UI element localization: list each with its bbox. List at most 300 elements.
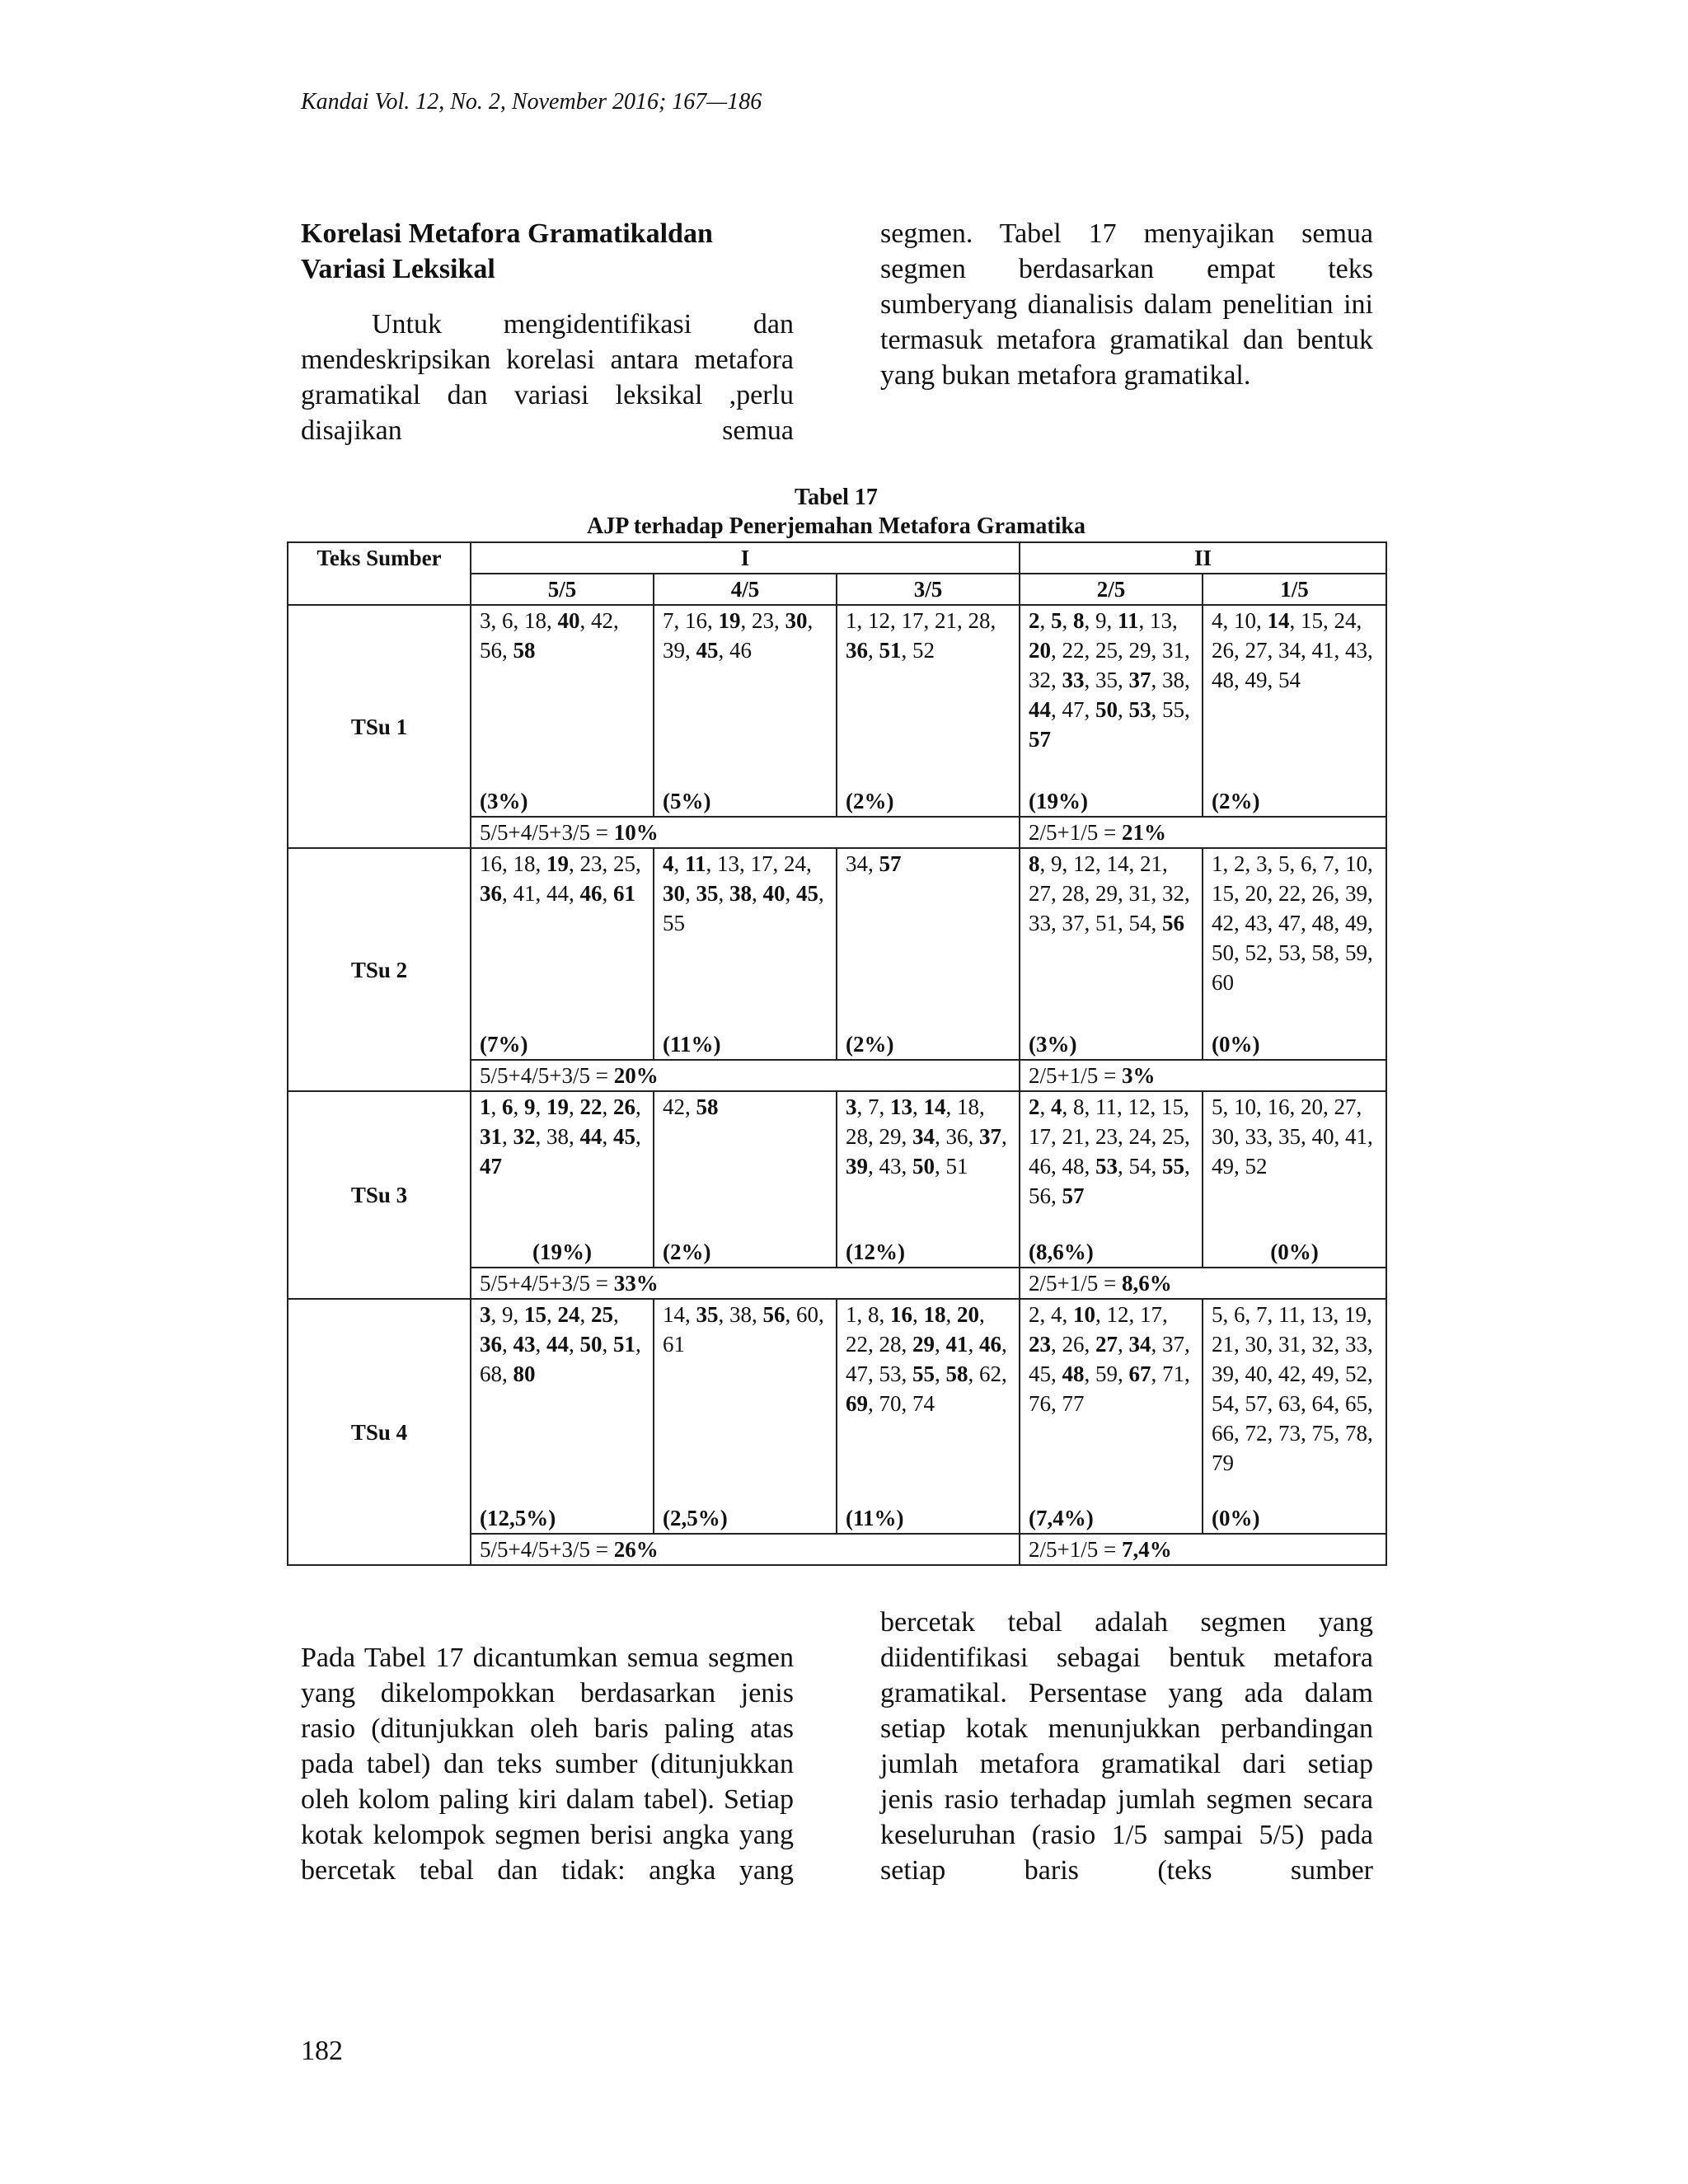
segment-number: 7 — [663, 608, 674, 633]
segment-number: 29 — [1128, 638, 1151, 663]
sum-group-I — [471, 1534, 1020, 1565]
segment-cell — [471, 605, 654, 817]
segment-number: 11 — [685, 851, 706, 876]
segment-number: 80 — [513, 1361, 536, 1386]
segment-number: 9 — [1051, 851, 1062, 876]
segment-number: 75 — [1311, 1421, 1334, 1446]
segment-number: 6 — [1234, 1302, 1245, 1327]
segment-number: 54 — [1212, 1391, 1234, 1416]
segment-numbers: 3, 9, 15, 24, 25, 36, 43, 44, 50, 51, 68, 80 — [480, 1302, 641, 1386]
segment-percent: (2,5%) — [663, 1506, 728, 1530]
segment-number: 23 — [1095, 1124, 1118, 1149]
table-row — [288, 848, 1386, 1060]
segment-number: 28 — [846, 1124, 868, 1149]
segment-number: 14 — [1106, 851, 1129, 876]
segment-number: 36 — [846, 638, 868, 663]
segment-number: 29 — [879, 1124, 902, 1149]
segment-number: 47 — [1062, 697, 1085, 722]
sum-group-I — [471, 1060, 1020, 1091]
segment-number: 52 — [912, 638, 935, 663]
segment-number: 65 — [1345, 1391, 1367, 1416]
segment-number: 50 — [1212, 940, 1234, 965]
segment-number: 13 — [890, 1094, 912, 1119]
sum-value: 26% — [613, 1537, 659, 1562]
segment-number: 4 — [1051, 1302, 1062, 1327]
segment-number: 55 — [912, 1361, 935, 1386]
sum-label: 2/5+1/5 = — [1029, 1537, 1122, 1562]
sum-group-II — [1020, 1060, 1386, 1091]
segment-cell — [1020, 1091, 1203, 1268]
segment-number: 30 — [785, 608, 808, 633]
segment-percent: (3%) — [1029, 1032, 1077, 1057]
table-caption-subtitle: AJP terhadap Penerjemahan Metafora Gramatika — [587, 513, 1085, 539]
segment-number: 61 — [663, 1332, 685, 1357]
segment-number: 43 — [879, 1154, 902, 1179]
segment-number: 7 — [1323, 851, 1334, 876]
segment-number: 18 — [923, 1302, 946, 1327]
segment-number: 52 — [1245, 940, 1268, 965]
segment-numbers: 1, 8, 16, 18, 20, 22, 28, 29, 41, 46, 47, 53, 55, 58, 62, 69, 70, 74 — [846, 1302, 1007, 1416]
segment-number: 38 — [1162, 668, 1184, 692]
segment-number: 37 — [979, 1124, 1001, 1149]
sum-value: 21% — [1121, 820, 1166, 845]
intro-paragraph-right: segmen. Tabel 17 menyajikan semua segmen berdasarkan empat teks sumberyang dianalisis dalam penelitian ini termasuk metafora gramatikal dan bentuk yang bukan metafora gramatikal. — [880, 218, 1373, 391]
segment-number: 24 — [1334, 608, 1357, 633]
segment-number: 16 — [480, 851, 502, 876]
segment-percent: (12%) — [846, 1240, 905, 1264]
segment-number: 49 — [1311, 1361, 1334, 1386]
segment-number: 12 — [868, 608, 890, 633]
segment-number: 25 — [613, 851, 635, 876]
segment-number: 15 — [1301, 608, 1323, 633]
segment-number: 21 — [1212, 1332, 1234, 1357]
segment-number: 57 — [879, 851, 902, 876]
segment-number: 50 — [912, 1154, 935, 1179]
segment-number: 79 — [1212, 1451, 1234, 1475]
segment-number: 15 — [524, 1302, 546, 1327]
segment-numbers: 2, 4, 8, 11, 12, 15, 17, 21, 23, 24, 25, 46, 48, 53, 54, 55, 56, 57 — [1029, 1094, 1190, 1208]
segment-number: 8 — [868, 1302, 879, 1327]
segment-number: 22 — [579, 1094, 603, 1119]
segment-number: 52 — [1345, 1361, 1367, 1386]
segment-number: 7 — [868, 1094, 879, 1119]
explanation-paragraph-left: Pada Tabel 17 dicantumkan semua segmen yang dikelompokkan berdasarkan jenis rasio (ditunjukkan oleh baris paling atas pada tabel) dan teks sumber (ditunjukkan oleh kolom paling kiri dalam tabel). Setiap kotak kelompok segmen berisi angka yang bercetak tebal dan tidak: angka yang — [301, 1643, 794, 1886]
segment-percent: (2%) — [846, 1032, 894, 1057]
segment-number: 3 — [480, 1302, 491, 1327]
segment-number: 12 — [1106, 1302, 1129, 1327]
segment-number: 66 — [1212, 1421, 1234, 1446]
segment-numbers: 34, 57 — [846, 851, 902, 876]
segment-number: 4 — [663, 851, 674, 876]
segment-number: 30 — [1212, 1124, 1234, 1149]
segment-number: 33 — [1062, 668, 1085, 692]
segment-number: 28 — [1062, 881, 1085, 906]
segment-numbers: 1, 6, 9, 19, 22, 26, 31, 32, 38, 44, 45, 47 — [480, 1094, 641, 1179]
segment-number: 43 — [513, 1332, 536, 1357]
segment-number: 25 — [1162, 1124, 1184, 1149]
sum-group-I — [471, 1268, 1020, 1299]
segment-number: 24 — [784, 851, 807, 876]
segment-number: 33 — [1029, 911, 1051, 935]
segment-number: 45 — [613, 1124, 635, 1149]
segment-number: 48 — [1212, 668, 1234, 692]
segment-number: 6 — [502, 1094, 513, 1119]
segment-number: 30 — [1245, 1332, 1268, 1357]
segment-number: 8 — [1029, 851, 1040, 876]
segment-number: 71 — [1162, 1361, 1184, 1386]
segment-number: 18 — [513, 851, 536, 876]
segment-cell — [654, 848, 837, 1060]
segment-number: 21 — [1062, 1124, 1085, 1149]
segment-number: 51 — [1095, 911, 1118, 935]
segment-number: 16 — [685, 608, 707, 633]
segment-number: 29 — [1095, 881, 1118, 906]
table-row — [288, 1299, 1386, 1534]
sum-value: 20% — [613, 1063, 659, 1088]
segment-number: 17 — [901, 608, 924, 633]
segment-numbers: 5, 10, 16, 20, 27, 30, 33, 35, 40, 41, 49, 52 — [1212, 1094, 1373, 1179]
segment-number: 38 — [546, 1124, 569, 1149]
segment-number: 46 — [979, 1332, 1001, 1357]
segment-number: 49 — [1345, 911, 1367, 935]
segment-number: 31 — [1162, 638, 1184, 663]
segment-cell — [1203, 1299, 1386, 1534]
segment-number: 3 — [846, 1094, 857, 1119]
sum-group-II — [1020, 817, 1386, 848]
segment-number: 30 — [663, 881, 685, 906]
segment-number: 1 — [846, 608, 857, 633]
segment-number: 17 — [1029, 1124, 1051, 1149]
segment-number: 56 — [480, 638, 502, 663]
segment-number: 24 — [557, 1302, 580, 1327]
segment-number: 45 — [1029, 1361, 1051, 1386]
segment-number: 34 — [1278, 638, 1301, 663]
table-row — [288, 1091, 1386, 1268]
header-ratio: 5/5 — [471, 574, 654, 605]
segment-number: 37 — [1062, 911, 1085, 935]
segment-number: 18 — [524, 608, 546, 633]
segment-percent: (19%) — [532, 1240, 592, 1264]
segment-number: 5 — [1212, 1094, 1223, 1119]
segment-numbers: 3, 6, 18, 40, 42, 56, 58 — [480, 608, 619, 663]
segment-number: 32 — [1311, 1332, 1334, 1357]
segment-number: 35 — [1095, 668, 1118, 692]
table-body — [288, 605, 1386, 1565]
segment-number: 51 — [945, 1154, 968, 1179]
segment-number: 10 — [1073, 1302, 1095, 1327]
segment-number: 32 — [1162, 881, 1184, 906]
segment-number: 53 — [1095, 1154, 1118, 1179]
segment-cell — [837, 605, 1020, 817]
segment-number: 35 — [696, 881, 719, 906]
header-ratio: 3/5 — [837, 574, 1020, 605]
source-text-label: TSu 1 — [288, 605, 471, 848]
segment-number: 34 — [846, 851, 868, 876]
segment-numbers: 14, 35, 38, 56, 60, 61 — [663, 1302, 824, 1357]
segment-number: 27 — [1095, 1332, 1118, 1357]
explanation-paragraph-right: bercetak tebal adalah segmen yang diidentifikasi sebagai bentuk metafora gramatikal. Persentase yang ada dalam setiap kotak menunjukkan perbandingan jumlah metafora gramatikal dari setiap jenis rasio terhadap jumlah segmen secara keseluruhan (rasio 1/5 sampai 5/5) pada setiap baris (teks sumber — [880, 1607, 1373, 1886]
segment-number: 52 — [1245, 1154, 1268, 1179]
segment-numbers: 1, 12, 17, 21, 28, 36, 51, 52 — [846, 608, 996, 663]
segment-number: 46 — [579, 881, 603, 906]
segment-number: 51 — [613, 1332, 635, 1357]
segment-number: 61 — [613, 881, 635, 906]
segment-number: 36 — [945, 1124, 968, 1149]
segment-number: 41 — [945, 1332, 968, 1357]
section-heading-line2: Variasi Leksikal — [301, 254, 495, 284]
segment-number: 26 — [1062, 1332, 1085, 1357]
source-text-label: TSu 3 — [288, 1091, 471, 1299]
segment-number: 19 — [546, 851, 569, 876]
sum-value: 3% — [1121, 1063, 1156, 1088]
segment-percent: (7%) — [480, 1032, 528, 1057]
segment-number: 20 — [1301, 1094, 1323, 1119]
segment-number: 20 — [957, 1302, 979, 1327]
segment-number: 56 — [762, 1302, 785, 1327]
segment-number: 40 — [762, 881, 785, 906]
sum-value: 10% — [613, 820, 659, 845]
segment-number: 28 — [879, 1332, 902, 1357]
segment-number: 26 — [1311, 881, 1334, 906]
segment-number: 70 — [879, 1391, 902, 1416]
segment-number: 59 — [1095, 1361, 1118, 1386]
segment-number: 2 — [1029, 1302, 1040, 1327]
segment-number: 24 — [1128, 1124, 1151, 1149]
segment-percent: (19%) — [1029, 789, 1088, 813]
segment-number: 47 — [846, 1361, 868, 1386]
segment-number: 54 — [1128, 911, 1151, 935]
segment-cell — [654, 605, 837, 817]
segment-number: 55 — [1162, 1154, 1184, 1179]
header-ratio: 2/5 — [1020, 574, 1203, 605]
segment-number: 77 — [1062, 1391, 1085, 1416]
left-column-bottom — [301, 1605, 794, 1888]
segment-number: 2 — [1234, 851, 1245, 876]
segment-number: 34 — [912, 1124, 935, 1149]
segment-number: 58 — [945, 1361, 968, 1386]
segment-number: 63 — [1278, 1391, 1301, 1416]
segment-number: 13 — [717, 851, 740, 876]
header-ratio: 1/5 — [1203, 574, 1386, 605]
segment-number: 68 — [480, 1361, 502, 1386]
segment-number: 37 — [1162, 1332, 1184, 1357]
segment-number: 33 — [1245, 1124, 1268, 1149]
segment-percent: (0%) — [1212, 1032, 1260, 1057]
segment-number: 14 — [663, 1302, 685, 1327]
segment-number: 17 — [1140, 1302, 1162, 1327]
segment-number: 2 — [1029, 608, 1040, 633]
segment-number: 36 — [480, 1332, 502, 1357]
segment-percent: (2%) — [1212, 789, 1260, 813]
segment-number: 58 — [1311, 940, 1334, 965]
segment-cell — [1203, 848, 1386, 1060]
journal-header: Kandai Vol. 12, No. 2, November 2016; 167—186 — [301, 89, 762, 115]
segment-percent: (0%) — [1212, 1506, 1260, 1530]
segment-number: 54 — [1278, 668, 1301, 692]
segment-number: 40 — [557, 608, 580, 633]
section-heading-line1: Korelasi Metafora Gramatikaldan — [301, 218, 713, 249]
sum-group-II — [1020, 1534, 1386, 1565]
segment-number: 44 — [546, 1332, 569, 1357]
segment-number: 49 — [1212, 1154, 1234, 1179]
intro-paragraph-left: Untuk mengidentifikasi dan mendeskripsikan korelasi antara metafora gramatikal dan variasi leksikal ,perlu disajikan semua — [301, 309, 794, 446]
segment-percent: (5%) — [663, 789, 711, 813]
segment-number: 26 — [613, 1094, 635, 1119]
segment-percent: (11%) — [846, 1506, 904, 1530]
segment-number: 78 — [1345, 1421, 1367, 1446]
header-teks-sumber: Teks Sumber — [288, 542, 471, 605]
segment-number: 3 — [480, 608, 491, 633]
segment-number: 34 — [1128, 1332, 1151, 1357]
sum-group-I — [471, 817, 1020, 848]
sum-label: 2/5+1/5 = — [1029, 1271, 1122, 1296]
source-text-label: TSu 2 — [288, 848, 471, 1091]
segment-number: 50 — [579, 1332, 603, 1357]
sum-value: 7,4% — [1121, 1537, 1172, 1562]
segment-cell — [1020, 848, 1203, 1060]
segment-number: 23 — [1029, 1332, 1051, 1357]
segment-cell — [1203, 1091, 1386, 1268]
segment-number: 46 — [729, 638, 752, 663]
segment-number: 10 — [1234, 1094, 1256, 1119]
segment-percent: (12,5%) — [480, 1506, 556, 1530]
segment-number: 42 — [663, 1094, 685, 1119]
segment-number: 6 — [502, 608, 513, 633]
segment-number: 9 — [1095, 608, 1107, 633]
segment-number: 27 — [1245, 638, 1268, 663]
segment-number: 39 — [663, 638, 685, 663]
segment-number: 43 — [1245, 911, 1268, 935]
segment-number: 28 — [968, 608, 991, 633]
segment-number: 47 — [480, 1154, 502, 1179]
segment-cell — [471, 1091, 654, 1268]
segment-number: 16 — [1267, 1094, 1290, 1119]
segment-number: 41 — [513, 881, 536, 906]
table-row — [288, 605, 1386, 817]
page-number: 182 — [301, 2036, 343, 2066]
segment-number: 69 — [846, 1391, 868, 1416]
segment-cell — [837, 1091, 1020, 1268]
segment-numbers: 42, 58 — [663, 1094, 719, 1119]
segment-number: 14 — [923, 1094, 946, 1119]
segment-numbers: 4, 11, 13, 17, 24, 30, 35, 38, 40, 45, 55 — [663, 851, 824, 935]
segment-number: 57 — [1245, 1391, 1268, 1416]
segment-number: 64 — [1311, 1391, 1334, 1416]
segment-number: 4 — [1212, 608, 1223, 633]
segment-numbers: 5, 6, 7, 11, 13, 19, 21, 30, 31, 32, 33, 39, 40, 42, 49, 52, 54, 57, 63, 64, 65, 66, 72, 73, 75, 78, 79 — [1212, 1302, 1373, 1475]
segment-number: 74 — [912, 1391, 935, 1416]
segment-number: 49 — [1245, 668, 1268, 692]
segment-number: 6 — [1301, 851, 1312, 876]
segment-number: 57 — [1062, 1183, 1085, 1208]
right-column-top — [880, 216, 1373, 393]
segment-number: 60 — [796, 1302, 818, 1327]
segment-table — [287, 541, 1387, 1566]
segment-number: 41 — [1345, 1124, 1367, 1149]
segment-number: 27 — [1029, 881, 1051, 906]
segment-percent: (3%) — [480, 789, 528, 813]
segment-numbers: 3, 7, 13, 14, 18, 28, 29, 34, 36, 37, 39, 43, 50, 51 — [846, 1094, 1007, 1179]
segment-number: 8 — [1073, 1094, 1085, 1119]
segment-number: 35 — [696, 1302, 719, 1327]
segment-number: 23 — [752, 608, 774, 633]
segment-number: 59 — [1345, 940, 1367, 965]
segment-number: 32 — [1029, 668, 1051, 692]
segment-number: 20 — [1245, 881, 1268, 906]
segment-number: 4 — [1051, 1094, 1062, 1119]
segment-number: 48 — [1062, 1361, 1085, 1386]
segment-number: 25 — [1095, 638, 1118, 663]
segment-number: 14 — [1267, 608, 1290, 633]
sum-label: 2/5+1/5 = — [1029, 1063, 1122, 1088]
segment-number: 38 — [729, 881, 752, 906]
table-caption-title: Tabel 17 — [795, 485, 878, 510]
segment-cell — [837, 1299, 1020, 1534]
segment-number: 5 — [1051, 608, 1062, 633]
segment-number: 13 — [1150, 608, 1173, 633]
segment-percent: (2%) — [846, 789, 894, 813]
segment-number: 32 — [513, 1124, 536, 1149]
segment-cell — [1020, 1299, 1203, 1534]
segment-number: 13 — [1311, 1302, 1334, 1327]
segment-number: 31 — [1128, 881, 1151, 906]
segment-number: 44 — [579, 1124, 603, 1149]
segment-number: 56 — [1162, 911, 1184, 935]
segment-percent: (11%) — [663, 1032, 721, 1057]
segment-numbers: 7, 16, 19, 23, 30, 39, 45, 46 — [663, 608, 814, 663]
segment-number: 36 — [480, 881, 502, 906]
segment-number: 62 — [979, 1361, 1001, 1386]
segment-numbers: 4, 10, 14, 15, 24, 26, 27, 34, 41, 43, 48, 49, 54 — [1212, 608, 1373, 692]
segment-numbers: 1, 2, 3, 5, 6, 7, 10, 15, 20, 22, 26, 39, 42, 43, 47, 48, 49, 50, 52, 53, 58, 59, 60 — [1212, 851, 1373, 995]
sum-label: 5/5+4/5+3/5 = — [480, 1271, 614, 1296]
segment-number: 7 — [1256, 1302, 1268, 1327]
segment-numbers: 2, 5, 8, 9, 11, 13, 20, 22, 25, 29, 31, 32, 33, 35, 37, 38, 44, 47, 50, 53, 55, 57 — [1029, 608, 1190, 752]
segment-number: 50 — [1095, 697, 1118, 722]
segment-percent: (0%) — [1270, 1240, 1319, 1264]
segment-number: 17 — [750, 851, 773, 876]
segment-number: 25 — [591, 1302, 613, 1327]
segment-number: 37 — [1128, 668, 1151, 692]
segment-number: 11 — [1095, 1094, 1117, 1119]
segment-number: 18 — [957, 1094, 979, 1119]
segment-number: 38 — [729, 1302, 752, 1327]
segment-number: 21 — [935, 608, 957, 633]
segment-number: 55 — [663, 911, 685, 935]
segment-cell — [654, 1091, 837, 1268]
segment-number: 40 — [1245, 1361, 1268, 1386]
segment-cell — [1203, 605, 1386, 817]
segment-number: 5 — [1278, 851, 1290, 876]
segment-cell — [837, 848, 1020, 1060]
segment-number: 12 — [1073, 851, 1095, 876]
segment-number: 44 — [546, 881, 569, 906]
segment-number: 1 — [846, 1302, 857, 1327]
sum-label: 2/5+1/5 = — [1029, 820, 1122, 845]
segment-number: 51 — [879, 638, 902, 663]
sum-value: 8,6% — [1121, 1271, 1172, 1296]
segment-number: 27 — [1334, 1094, 1357, 1119]
segment-number: 26 — [1212, 638, 1234, 663]
segment-number: 55 — [1162, 697, 1184, 722]
segment-number: 53 — [1278, 940, 1301, 965]
segment-number: 56 — [1029, 1183, 1051, 1208]
segment-percent: (2%) — [663, 1240, 711, 1264]
segment-number: 10 — [1234, 608, 1256, 633]
segment-number: 41 — [1311, 638, 1334, 663]
segment-number: 21 — [1140, 851, 1162, 876]
segment-cell — [654, 1299, 837, 1534]
